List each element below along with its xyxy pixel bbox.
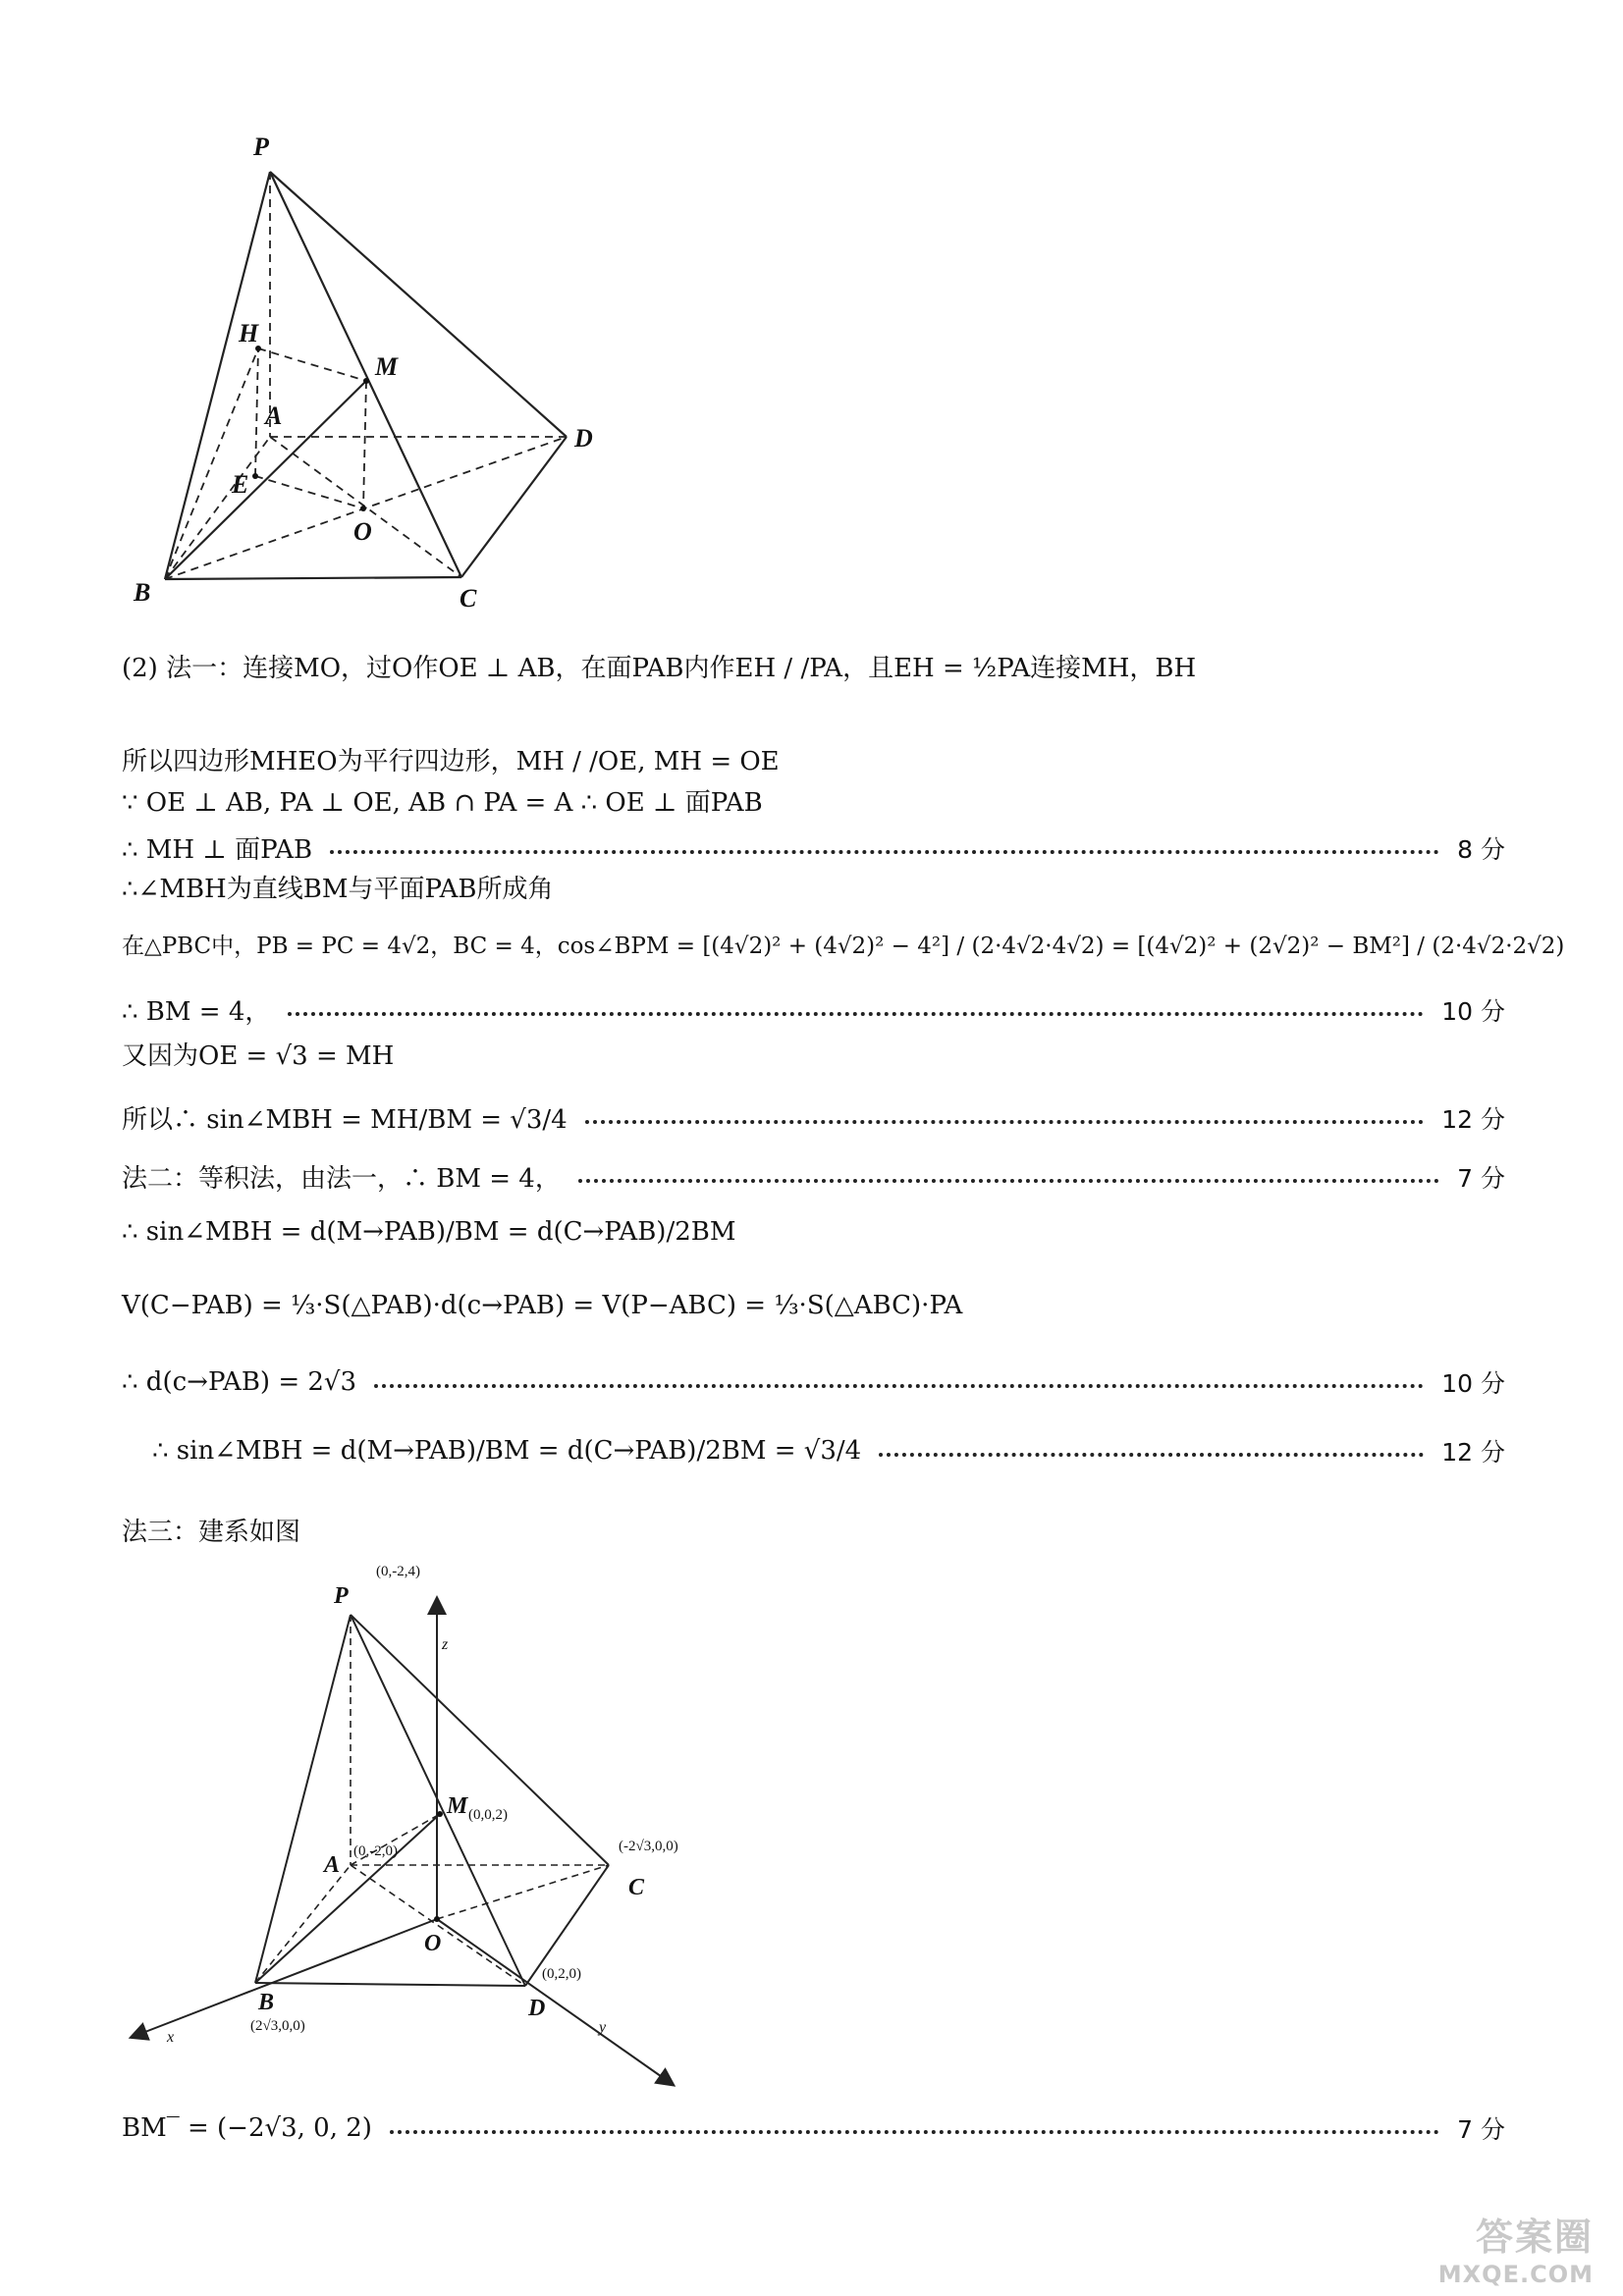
- scored-line-distance: [122, 1364, 1505, 1400]
- label-M: M: [447, 1793, 468, 1819]
- coord-B: (2√3,0,0): [250, 2018, 305, 2034]
- score-label: 8 分: [1457, 834, 1505, 864]
- leader-dots: [330, 850, 1439, 854]
- scored-line-sin1: [122, 1099, 1505, 1136]
- coordinate-figure-2-svg: [118, 1556, 727, 2096]
- axis-label-x: x: [167, 2029, 175, 2046]
- cosine-line: 在△PBC中，PB = PC = 4√2，BC = 4，cos∠BPM = [(4√2)² + (4√2)² − 4²] / (2·4√2·4√2) = [(4√2)² + (2√2)² − BM²] / (2·4√2·2√2): [122, 934, 1565, 959]
- volume-line: V(C−PAB) = ⅓·S(△PAB)·d(c→PAB) = V(P−ABC) = ⅓·S(△ABC)·PA: [122, 1291, 963, 1320]
- mh-perp-text: ∴ MH ⊥ 面PAB: [122, 835, 313, 865]
- leader-dots: [879, 1453, 1424, 1457]
- label-M: M: [375, 352, 399, 381]
- label-A: A: [265, 401, 283, 430]
- score-label: 7 分: [1457, 1163, 1505, 1193]
- score-label: 10 分: [1441, 996, 1505, 1026]
- perpendicular-line: ∵ OE ⊥ AB, PA ⊥ OE, AB ∩ PA = A ∴ OE ⊥ 面PAB: [122, 788, 763, 818]
- leader-dots: [390, 2130, 1439, 2134]
- sin-distance-line: ∴ sin∠MBH = d(M→PAB)/BM = d(C→PAB)/2BM: [122, 1217, 736, 1247]
- axis-label-y: y: [599, 2019, 607, 2036]
- label-O: O: [353, 517, 372, 546]
- watermark-line2: MXQE.COM: [1437, 2261, 1594, 2288]
- label-C: C: [628, 1875, 645, 1900]
- score-label: 7 分: [1457, 2115, 1505, 2144]
- sin-text: 所以∴ sin∠MBH = MH/BM = √3/4: [122, 1105, 568, 1135]
- score-label: 10 分: [1441, 1369, 1505, 1398]
- watermark-line1: 答案圈: [1475, 2216, 1594, 2259]
- label-E: E: [232, 470, 249, 499]
- oe-line: 又因为OE = √3 = MH: [122, 1041, 395, 1071]
- label-H: H: [239, 319, 259, 347]
- parallelogram-line: 所以四边形MHEO为平行四边形，MH / /OE, MH = OE: [122, 747, 780, 776]
- sin2-text: ∴ sin∠MBH = d(M→PAB)/BM = d(C→PAB)/2BM = √3/4: [152, 1436, 862, 1466]
- coord-C: (-2√3,0,0): [619, 1839, 678, 1854]
- bm-text: ∴ BM = 4，: [122, 997, 271, 1027]
- leader-dots: [288, 1012, 1424, 1016]
- method2-text: 法二：等积法，由法一，∴ BM = 4，: [122, 1164, 561, 1194]
- watermark: [1438, 2207, 1594, 2288]
- pyramid-figure-1: [118, 128, 628, 618]
- score-label: 12 分: [1441, 1438, 1505, 1467]
- scored-line-method2: [122, 1158, 1505, 1195]
- axis-label-z: z: [442, 1636, 449, 1653]
- label-D: D: [528, 1996, 546, 2021]
- coord-P: (0,-2,4): [376, 1564, 420, 1579]
- scored-line-mh-perp: [122, 829, 1505, 866]
- scored-line-bm: [122, 991, 1505, 1028]
- scored-line-vector: [122, 2110, 1505, 2146]
- label-P: P: [334, 1583, 349, 1609]
- angle-line: ∴∠MBH为直线BM与平面PAB所成角: [122, 875, 554, 904]
- pyramid-figure-1-svg: [118, 128, 628, 618]
- coord-A: (0,-2,0): [353, 1843, 398, 1859]
- scored-line-sin2: [152, 1433, 1505, 1468]
- label-C: C: [460, 584, 477, 613]
- label-O: O: [424, 1931, 442, 1956]
- label-B: B: [258, 1990, 275, 2015]
- distance-text: ∴ d(c→PAB) = 2√3: [122, 1367, 357, 1397]
- vector-text: BM‾ = (−2√3, 0, 2): [122, 2113, 372, 2143]
- label-P: P: [253, 133, 269, 161]
- score-label: 12 分: [1441, 1104, 1505, 1134]
- coordinate-figure-2: [118, 1556, 727, 2096]
- coord-M: (0,0,2): [468, 1807, 508, 1823]
- method1-line: (2) 法一：连接MO，过O作OE ⊥ AB，在面PAB内作EH / /PA，且EH = ½PA连接MH，BH: [122, 654, 1197, 683]
- label-A: A: [324, 1852, 341, 1878]
- label-D: D: [574, 424, 593, 453]
- method3-line: 法三：建系如图: [122, 1518, 301, 1547]
- leader-dots: [374, 1384, 1424, 1388]
- label-B: B: [134, 578, 151, 607]
- coord-D: (0,2,0): [542, 1966, 581, 1982]
- leader-dots: [585, 1120, 1425, 1124]
- leader-dots: [578, 1179, 1439, 1183]
